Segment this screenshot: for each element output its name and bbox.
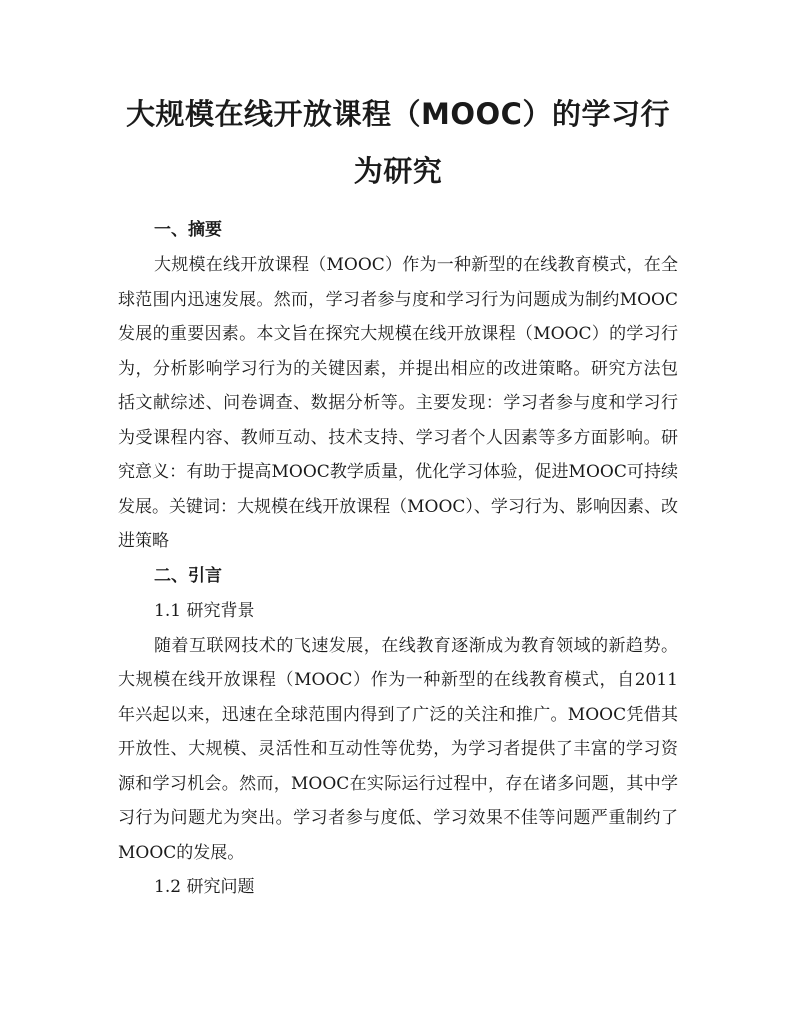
abstract-paragraph: 大规模在线开放课程（MOOC）作为一种新型的在线教育模式，在全球范围内迅速发展。然而，学习者参与度和学习行为问题成为制约MOOC发展的重要因素。本文旨在探究大规模在线开放课程（MOOC）的学习行为，分析影响学习行为的关键因素，并提出相应的改进策略。研究方法包括文献综述、问卷调查、数据分析等。主要发现：学习者参与度和学习行为受课程内容、教师互动、技术支持、学习者个人因素等多方面影响。研究意义：有助于提高MOOC教学质量，优化学习体验，促进MOOC可持续发展。关键词：大规模在线开放课程（MOOC）、学习行为、影响因素、改进策略 — [118, 255, 678, 551]
background-subheading: 1.1 研究背景 — [154, 600, 255, 621]
abstract-heading: 一、摘要 — [154, 220, 222, 240]
document-page — [118, 86, 678, 905]
problem-subheading: 1.2 研究问题 — [154, 877, 255, 897]
intro-heading: 二、引言 — [154, 565, 222, 586]
document-title: 大规模在线开放课程（MOOC）的学习行为研究 — [126, 97, 670, 188]
background-paragraph: 随着互联网技术的飞速发展，在线教育逐渐成为教育领域的新趋势。大规模在线开放课程（MOOC）作为一种新型的在线教育模式，自2011年兴起以来，迅速在全球范围内得到了广泛的关注和推广。MOOC凭借其开放性、大规模、灵活性和互动性等优势，为学习者提供了丰富的学习资源和学习机会。然而，MOOC在实际运行过程中，存在诸多问题，其中学习行为问题尤为突出。学习者参与度低、学习效果不佳等问题严重制约了MOOC的发展。 — [118, 635, 678, 863]
